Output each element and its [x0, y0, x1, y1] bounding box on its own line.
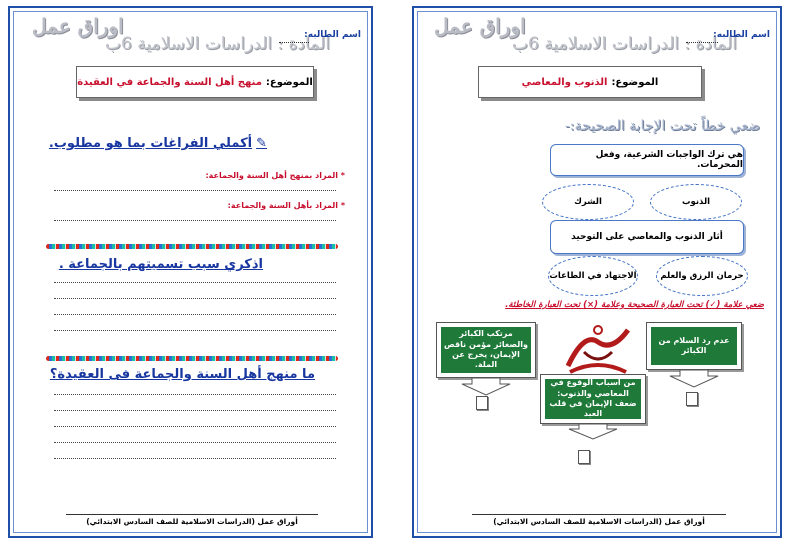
topic-value: منهج أهل السنة والجماعة في العقيدة	[77, 76, 262, 88]
answer-line[interactable]	[54, 458, 336, 459]
question-2-title: اذكري سبب تسميتهم بالجماعة .	[58, 257, 263, 272]
answer-checkbox-left[interactable]	[476, 396, 488, 410]
answer-line[interactable]	[54, 330, 336, 331]
topic-box	[76, 66, 314, 98]
down-arrow-icon	[436, 378, 536, 396]
student-name-label: اسم الطالبه:	[304, 30, 361, 40]
check-instruction: ضعي علامة (✓) تحت العبارة الصحيحة وعلامة (×) تحت العبارة الخاطئة.	[505, 300, 764, 310]
answer-line[interactable]	[54, 298, 336, 299]
effects-bubble: أثار الذنوب والمعاصي على التوحيد	[550, 220, 744, 254]
answer-line[interactable]	[54, 410, 336, 411]
statement-left-text: مرتكب الكبائر والصغائر مؤمن ناقص الإيمان، يخرج عن الملة.	[441, 327, 531, 373]
decorative-divider	[46, 356, 338, 361]
topic-label: الموضوع:	[265, 76, 313, 88]
topic-value: الذنوب والمعاصي	[521, 76, 608, 88]
answer-checkbox-right[interactable]	[686, 392, 698, 406]
topic-box	[478, 66, 702, 98]
down-arrow-icon	[646, 370, 742, 388]
topic-label: الموضوع:	[611, 76, 659, 88]
worksheet-page-right	[412, 6, 782, 538]
footer-divider	[66, 514, 318, 515]
option-shirk[interactable]: الشرك	[542, 184, 634, 220]
header-title: اوراق عمل	[434, 14, 526, 38]
header-title: اوراق عمل	[32, 14, 124, 38]
question-1-item-1: * المراد بمنهج أهل السنة والجماعة:	[205, 171, 345, 180]
footer-text: أوراق عمل (الدراسات الاسلامية للصف السادس الابتدائي)	[493, 517, 705, 526]
answer-line[interactable]	[54, 190, 336, 191]
question-1-title	[49, 136, 267, 151]
answer-line[interactable]	[54, 314, 336, 315]
answer-line[interactable]	[54, 282, 336, 283]
option-diligence[interactable]: الاجتهاد في الطاعات	[548, 256, 638, 296]
statement-box-center	[540, 374, 646, 440]
calligraphy-emblem-icon	[564, 322, 632, 378]
statement-center-text: من أسباب الوقوع في المعاصي والذنوب: ضعف الإيمان في قلب العبد	[545, 379, 641, 419]
decorative-divider	[46, 244, 338, 249]
question-1-text: أكملي الفراغات بما هو مطلوب.	[48, 136, 253, 151]
question-3-title: ما منهج أهل السنة والجماعة فى العقيدة؟	[49, 367, 315, 382]
answer-line[interactable]	[54, 426, 336, 427]
statement-box-right	[646, 322, 742, 388]
student-name-label: اسم الطالبه:	[713, 30, 770, 40]
header-subject: المادة : الدراسات الاسلامية 6ب	[105, 34, 330, 54]
option-sins[interactable]: الذنوب	[650, 184, 742, 220]
header-subject: المادة : الدراسات الاسلامية 6ب	[512, 34, 737, 54]
question-1-item-2: * المراد بأهل السنة والجماعة:	[227, 201, 345, 210]
section-title: ضعي خطاً تحت الإجابة الصحيحة:-	[565, 118, 760, 134]
definition-bubble: هي ترك الواجبات الشرعية، وفعل المحرمات.	[550, 144, 744, 176]
statement-right-text: عدم رد السلام من الكبائر	[651, 327, 737, 365]
footer-divider	[472, 514, 726, 515]
down-arrow-icon	[540, 424, 646, 440]
worksheet-page-left	[8, 6, 373, 538]
answer-line[interactable]	[54, 220, 336, 221]
option-deprivation[interactable]: حرمان الرزق والعلم	[656, 256, 748, 296]
pencil-icon: ✎	[256, 136, 267, 151]
answer-line[interactable]	[54, 394, 336, 395]
answer-checkbox-center[interactable]	[578, 450, 590, 464]
answer-line[interactable]	[54, 442, 336, 443]
footer-text: أوراق عمل (الدراسات الاسلامية للصف السادس الابتدائي)	[86, 517, 298, 526]
statement-box-left	[436, 322, 536, 396]
student-name-field[interactable]	[279, 34, 309, 43]
student-name-field[interactable]	[686, 34, 718, 43]
